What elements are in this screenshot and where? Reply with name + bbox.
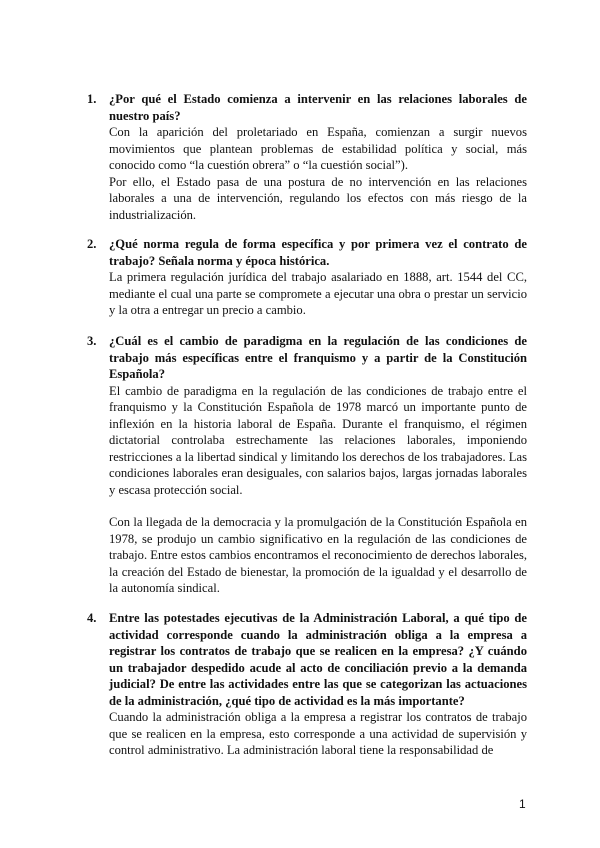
answer-block xyxy=(109,709,527,759)
answer-paragraph: Por ello, el Estado pasa de una postura de no intervención en las relaciones laborales a una de intervención, regulando los efectos con más riesgo de la industrialización. xyxy=(109,174,527,222)
answer-paragraph: El cambio de paradigma en la regulación de las condiciones de trabajo entre el franquismo y la Constitución Española de 1978 marcó un importante punto de inflexión en la historia laboral de España. Durante el franquismo, el régimen dictatorial controlaba estrechamente las relaciones laborales, imponiendo restricciones a la libertad sindical y limitando los derechos de los trabajadores. Las condiciones laborales eran desiguales, con salarios bajos, largas jornadas laborales y escasa protección social. xyxy=(109,383,527,497)
question-number: 1. xyxy=(87,92,97,106)
answer-paragraph: Con la aparición del proletariado en España, comienzan a surgir nuevos movimientos que plantean problemas de estabilidad política y social, más conocido como “la cuestión obrera” o “la cuestión social”). xyxy=(109,125,527,172)
question-block-4 xyxy=(87,610,527,759)
answer-paragraph: Cuando la administración obliga a la empresa a registrar los contratos de trabajo que se realicen en la empresa, esto corresponde a una actividad de supervisión y control administrativo. La administración laboral tiene la responsabilidad de xyxy=(109,710,527,757)
question-block-1 xyxy=(87,91,527,223)
answer-block xyxy=(109,269,527,319)
question-text: ¿Cuál es el cambio de paradigma en la regulación de las condiciones de trabajo más específicas entre el franquismo y a partir de la Constitución Española? xyxy=(109,334,527,381)
question-text: Entre las potestades ejecutivas de la Administración Laboral, a qué tipo de actividad corresponde cuando la administración obliga a la empresa a registrar los contratos de trabajo que se realicen en la empresa? ¿Y cuándo un trabajador despedido acude al acto de conciliación previo a la demanda judicial? De entre las actividades entre las que se categorizan las actuaciones de la administración, ¿qué tipo de actividad es la más importante? xyxy=(109,611,527,708)
question-number: 3. xyxy=(87,334,97,348)
question-block-2 xyxy=(87,236,527,319)
answer-block xyxy=(109,124,527,223)
answer-block xyxy=(109,383,527,597)
page-number: 1 xyxy=(519,797,526,811)
question-number: 2. xyxy=(87,237,97,251)
question-number: 4. xyxy=(87,611,97,625)
answer-paragraph: La primera regulación jurídica del trabajo asalariado en 1888, art. 1544 del CC, mediante el cual una parte se compromete a ejecutar una obra o prestar un servicio y la otra a entregar un precio a cambio. xyxy=(109,270,527,317)
question-text: ¿Por qué el Estado comienza a intervenir en las relaciones laborales de nuestro país? xyxy=(109,92,527,123)
question-text: ¿Qué norma regula de forma específica y por primera vez el contrato de trabajo? Señala norma y época histórica. xyxy=(109,237,527,268)
question-block-3 xyxy=(87,333,527,597)
answer-paragraph: Con la llegada de la democracia y la promulgación de la Constitución Española en 1978, se produjo un cambio significativo en la regulación de las condiciones de trabajo. Entre estos cambios encontramos el reconocimiento de derechos laborales, la creación del Estado de bienestar, la promoción de la igualdad y el desarrollo de la autonomía sindical. xyxy=(109,515,527,595)
